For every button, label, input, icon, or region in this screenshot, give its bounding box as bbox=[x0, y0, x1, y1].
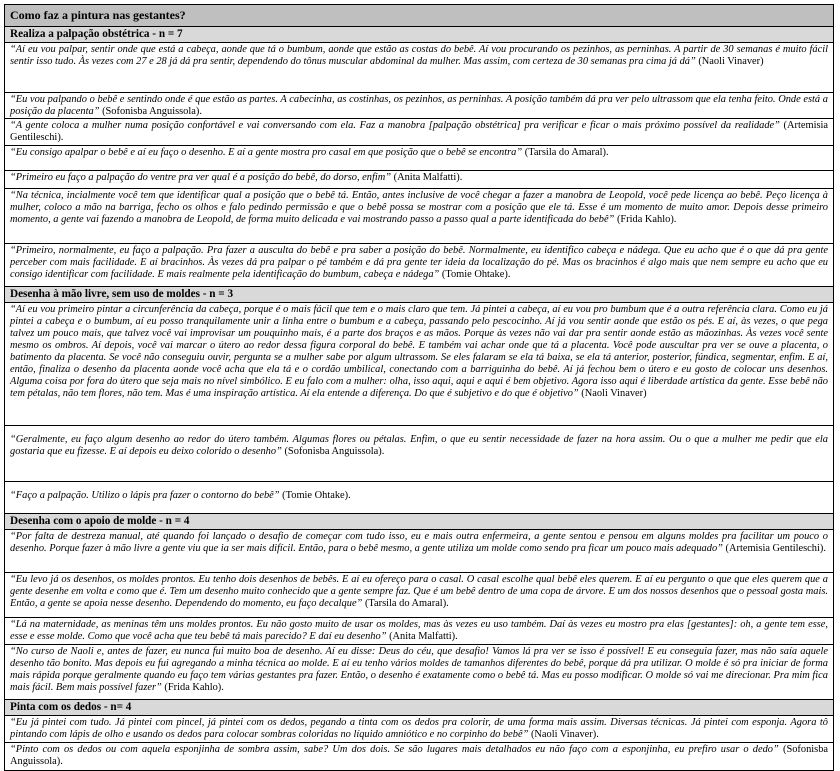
quote-author: (Naoli Vinaver) bbox=[578, 388, 647, 399]
quote-text: “Eu consigo apalpar o bebê e aí eu faço o desenho. E aí a gente mostra pro casal em que posição que o bebê se encontra” bbox=[10, 147, 523, 158]
quote-text: “Eu levo já os desenhos, os moldes prontos. Eu tenho dois desenhos de bebês. E aí eu ofereço para o casal. O casal escolhe qual bebê eles querem. E aí eu pergunto o que que eles querem que a gente desenhe em volta e como que é. Tem um desenho muito conhecido que a gente sempre faz. Que é um bebê dentro de uma copa de árvore. E um dos nossos desenhos que o pessoal gosta mais. Então, a gente se apoia nesse desenho. Dependendo do momento, eu faço decalque” bbox=[10, 574, 828, 609]
table-row bbox=[5, 645, 833, 700]
quote-text: “Aí eu vou palpar, sentir onde que está a cabeça, aonde que tá o bumbum, aonde que estão as costas do bebê. Aí vou procurando os pezinhos, as perninhas. A partir de 30 semanas é muito fácil sentir isso tudo. Às vezes com 27 e 28 já dá pra sentir, dependendo do tônus muscular abdominal da mulher. Mas assim, com certeza de 30 semanas pra cima já dá” bbox=[10, 44, 828, 67]
quote-text: “Pinto com os dedos ou com aquela esponjinha de sombra assim, sabe? Um dos dois. Se são lugares mais detalhados eu não faço com a esponjinha, eu prefiro usar o dedo” bbox=[10, 744, 779, 755]
table-row bbox=[5, 530, 833, 573]
section-heading-palpation: Realiza a palpação obstétrica - n = 7 bbox=[5, 27, 833, 43]
quote-author: (Sofonisba Anguissola). bbox=[10, 744, 829, 767]
quote-author: (Sofonisba Anguissola). bbox=[281, 446, 385, 457]
quote-text: “Eu já pintei com tudo. Já pintei com pincel, já pintei com os dedos, pegando a tinta com os dedos pra colorir, de uma forma mais assim. Diversas técnicas. Já pintei com esponja. Agora tô pintando com lápis de olho e usando os dedos para colocar sombras coloridas no líquido amniótico e no corpinho do bebê” bbox=[10, 717, 828, 740]
quote-author: (Tomie Ohtake). bbox=[279, 490, 351, 501]
quote-author: (Artemisia Gentileschi). bbox=[722, 543, 826, 554]
quote-text: “Primeiro eu faço a palpação do ventre pra ver qual é a posição do bebê, do dorso, enfim” bbox=[10, 172, 392, 183]
table-title: Como faz a pintura nas gestantes? bbox=[5, 5, 833, 27]
quote-text: “Faço a palpação. Utilizo o lápis pra fazer o contorno do bebê” bbox=[10, 490, 280, 501]
quote-text: “Eu vou palpando o bebê e sentindo onde é que estão as partes. A cabecinha, as costinhas, os pezinhos, as perninhas. A posição também dá pra ver pelo ultrassom que ela tenha feito. Onde está a posição da placenta” bbox=[10, 94, 828, 117]
quote-text: “Por falta de destreza manual, até quando foi lançado o desafio de começar com tudo isso, eu e mais outra enfermeira, a gente sentou e pensou em alguns moldes pra facilitar um pouco o desenho. Porque fazer à mão livre a gente viu que ia ser mais difícil. Então, para o bebê mesmo, a gente utiliza um molde como sendo pra ficar um pouco mais adequado” bbox=[10, 531, 828, 554]
quote-author: (Tarsila do Amaral). bbox=[522, 147, 609, 158]
table-row bbox=[5, 119, 833, 146]
table-row bbox=[5, 189, 833, 244]
quote-text: “Geralmente, eu faço algum desenho ao redor do útero também. Algumas flores ou pétalas. Enfim, o que eu sentir necessidade de fazer na hora assim. Ou o que a mulher me pedir que ela gostaria que eu fizesse. E aí depois eu deixo colorido o desenho” bbox=[10, 434, 828, 457]
quotes-table bbox=[4, 4, 834, 771]
quote-text: “Lá na maternidade, as meninas têm uns moldes prontos. Eu não gosto muito de usar os moldes, mas às vezes eu uso também. Daí às vezes eu mostro pra elas [gestantes]: oh, a gente tem esse, esse e esse molde. Como que você acha que teu bebê tá mais parecido? E daí eu desenho” bbox=[10, 619, 828, 642]
quote-author: (Tomie Ohtake). bbox=[439, 269, 511, 280]
table-row bbox=[5, 716, 833, 743]
table-row bbox=[5, 244, 833, 287]
quote-author: (Artemisia Gentileschi). bbox=[10, 120, 828, 143]
quote-text: “Na técnica, incialmente você tem que identificar qual a posição que o bebê tá. Então, antes inclusive de você chegar a fazer a manobra de Leopold, você pede licença ao bebê. Peço licença à mulher, coloco a mão na barriga, fecho os olhos e falo pedindo permissão e que o bebê possa se mostrar com a posição que ele tá. Esse é um momento de muito amor. Depois desse primeiro momento, a gente vai fazendo a manobra de Leopold, de forma muito delicada e vai mostrando passo a passo qual a parte identificada do bebê” bbox=[10, 190, 828, 225]
table-row bbox=[5, 146, 833, 171]
quote-author: (Sofonisba Anguissola). bbox=[99, 106, 202, 117]
quote-text: “Aí eu vou primeiro pintar a circunferência da cabeça, porque é o mais fácil que tem e o mais claro que tem. Já pintei a cabeça, aí eu vou pro bumbum que é a outra referência clara. Como eu já pintei a cabeça e o bumbum, aí eu posso tranquilamente unir a linha entre o bumbum e a cabeça, passando pelo pescocinho. Aí já vou sentir aonde que estão os pés. E aí, às vezes, o que pega talvez um pouco mais, que talvez você vai improvisar um pouquinho mais, é a parte dos braços e as mãos. Porque às vezes não vai dar pra sentir aonde estão as mãozinhas. Às vezes você sente mesmo os ombros. Aí depois, você vai marcar o útero ao redor dessa figura corporal do bebê. E também vai achar onde que tá a placenta. Você pode auscultar pra ver se ouve a placenta, o batimento da placenta. Se você não conseguiu ouvir, pergunta se a mulher sabe por algum ultrassom. Se eles falaram se ela tá baixa, se ela tá anterior, posterior, fúndica, segmentar, enfim. E aí, então, finaliza o desenho da placenta aonde você acha que ela tá e o cordão umbilical, conectando com a barriguinha do bebê. Aí já fechou bem o útero e eu gosto de colocar uns desenhos. Alguma coisa por fora do útero que seja mais no nível simbólico. E eu falo com a mulher: olha, isso aqui, aqui e aqui é bem objetivo. Agora isso aqui é liberdade artística da gente. Esse bebê não tem pétalas, não tem flores, não tem. Mas é uma inspiração artística. Aí ela entende a diferença. Do que é subjetivo e do que é objetivo” bbox=[10, 304, 828, 399]
table-row bbox=[5, 426, 833, 482]
quote-author: (Naoli Vinaver). bbox=[528, 729, 599, 740]
table-row bbox=[5, 743, 833, 770]
table-row bbox=[5, 43, 833, 93]
quote-author: (Naoli Vinaver) bbox=[695, 56, 764, 67]
section-heading-mold: Desenha com o apoio de molde - n = 4 bbox=[5, 514, 833, 530]
quote-author: (Frida Kahlo). bbox=[161, 682, 224, 693]
quote-author: (Anita Malfatti). bbox=[386, 631, 458, 642]
section-heading-fingers: Pinta com os dedos - n= 4 bbox=[5, 700, 833, 716]
table-row bbox=[5, 618, 833, 645]
table-row bbox=[5, 303, 833, 426]
quote-text: “No curso de Naoli e, antes de fazer, eu nunca fui muito boa de desenho. Aí eu disse: Deus do céu, que desafio! Vamos lá pra ver se isso é possível! E eu conseguia fazer, mas não saía aquele desenho tão bonito. Mas depois eu fui agregando a minha técnica ao molde. E aí eu tenho vários moldes de tamanhos diferentes do bebê, porque dá pra utilizar. O molde é só pra iniciar de forma mais rápida porque geralmente quando eu faço tem várias gestantes pra fazer. Então, o desenho é exatamente como o bebê tá. Mas eu posso modificar. O molde só vai me direcionar. Pra mim fica mais fácil. Bem mais possível fazer” bbox=[10, 646, 828, 693]
section-heading-freehand: Desenha à mão livre, sem uso de moldes - n = 3 bbox=[5, 287, 833, 303]
table-row bbox=[5, 171, 833, 189]
quote-text: “A gente coloca a mulher numa posição confortável e vai conversando com ela. Faz a manobra [palpação obstétrica] pra verificar e ficar o mais próximo possível da realidade” bbox=[10, 120, 780, 131]
table-row bbox=[5, 93, 833, 119]
quote-author: (Tarsila do Amaral). bbox=[362, 598, 449, 609]
quote-author: (Frida Kahlo). bbox=[614, 214, 677, 225]
quote-author: (Anita Malfatti). bbox=[391, 172, 463, 183]
quote-text: “Primeiro, normalmente, eu faço a palpação. Pra fazer a ausculta do bebê e pra saber a posição do bebê. Normalmente, eu identifico cabeça e nádega. Que eu acho que é o que dá pra gente perceber com mais facilidade. E aí bracinhos. Às vezes dá pra palpar o pé também e dá pra gente ter ideia da localização do pé. Mas os bracinhos é algo mais que nem sempre eu acho que eu consigo identificar com facilidade. E mais realmente pela identificação do bumbum, cabeça e nádega” bbox=[10, 245, 828, 280]
table-row bbox=[5, 482, 833, 514]
table-row bbox=[5, 573, 833, 618]
